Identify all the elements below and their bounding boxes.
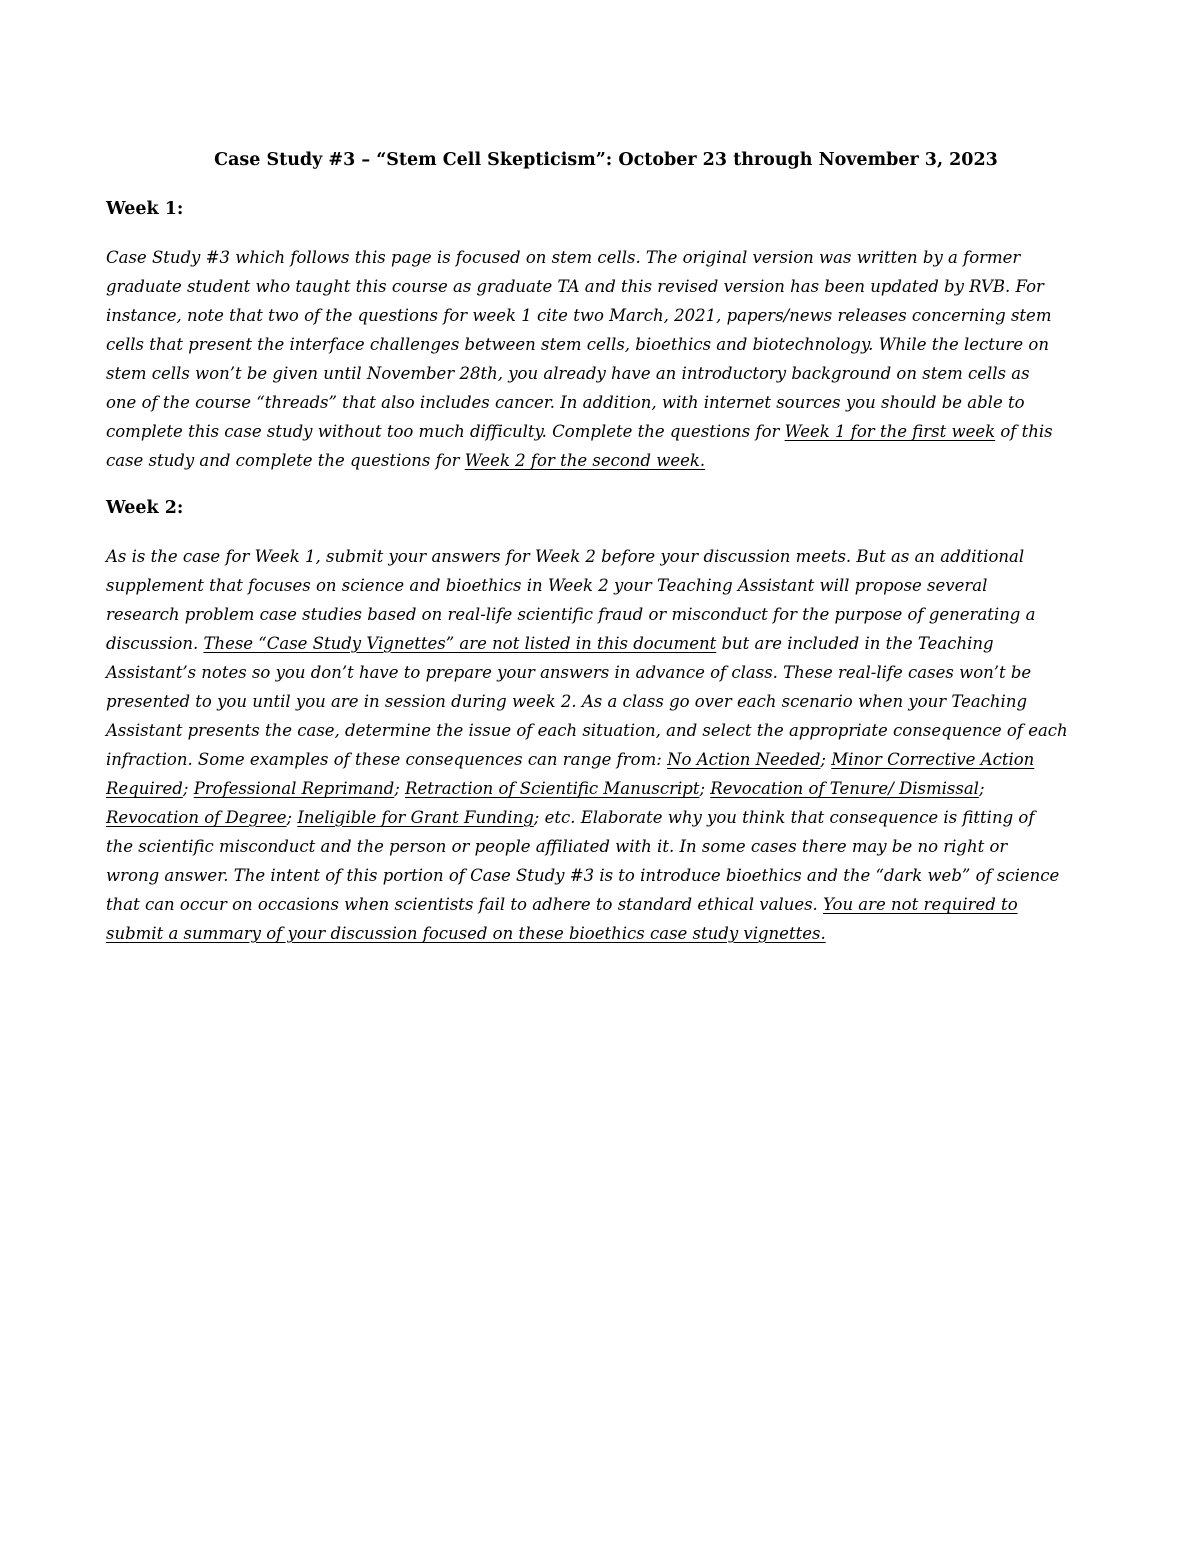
text-segment: Assistant’s notes so you don’t have to prepare your answers in advance of class. These real-life cases won’t be bbox=[106, 663, 1032, 682]
week-2-paragraph bbox=[106, 542, 1106, 948]
text-segment: instance, note that two of the questions for week 1 cite two March, 2021, papers/news releases concerning stem bbox=[106, 306, 1052, 325]
text-segment: discussion. bbox=[106, 634, 204, 653]
paragraph-line bbox=[106, 330, 1106, 359]
text-segment: one of the course “threads” that also includes cancer. In addition, with internet sources you should be able to bbox=[106, 393, 1025, 412]
paragraph-line bbox=[106, 861, 1106, 890]
week-2-heading: Week 2: bbox=[106, 498, 184, 518]
text-segment: ; bbox=[699, 779, 711, 798]
document-title: Case Study #3 – “Stem Cell Skepticism”: October 23 through November 3, 2023 bbox=[214, 150, 998, 170]
paragraph-line bbox=[106, 658, 1106, 687]
underlined-text: Week 2 for the second week. bbox=[464, 451, 706, 470]
text-segment: ; bbox=[394, 779, 406, 798]
text-segment: complete this case study without too much difficulty. Complete the questions for bbox=[106, 422, 785, 441]
paragraph-line bbox=[106, 919, 1106, 948]
paragraph-line bbox=[106, 417, 1106, 446]
paragraph-line bbox=[106, 571, 1106, 600]
week-1-paragraph bbox=[106, 243, 1106, 475]
underlined-text: Retraction of Scientific Manuscript bbox=[405, 779, 700, 798]
paragraph-line bbox=[106, 716, 1106, 745]
text-segment: stem cells won’t be given until November 28th, you already have an introductory background on stem cells as bbox=[106, 364, 1030, 383]
paragraph-line bbox=[106, 803, 1106, 832]
paragraph-line bbox=[106, 542, 1106, 571]
text-segment: case study and complete the questions for bbox=[106, 451, 465, 470]
paragraph-line bbox=[106, 832, 1106, 861]
text-segment: graduate student who taught this course as graduate TA and this revised version has been updated by RVB. For bbox=[106, 277, 1044, 296]
text-segment: the scientific misconduct and the person or people affiliated with it. In some cases there may be no right or bbox=[106, 837, 1008, 856]
text-segment: As is the case for Week 1, submit your answers for Week 2 before your discussion meets. But as an additional bbox=[106, 547, 1025, 566]
paragraph-line bbox=[106, 629, 1106, 658]
paragraph-line bbox=[106, 359, 1106, 388]
paragraph-line bbox=[106, 388, 1106, 417]
text-segment: research problem case studies based on real-life scientific fraud or misconduct for the purpose of generating a bbox=[106, 605, 1036, 624]
text-segment: infraction. Some examples of these consequences can range from: bbox=[106, 750, 668, 769]
underlined-text: Minor Corrective Action bbox=[831, 750, 1035, 769]
underlined-text: Revocation of Tenure/ Dismissal bbox=[710, 779, 979, 798]
text-segment: of this bbox=[995, 422, 1053, 441]
text-segment: ; bbox=[820, 750, 832, 769]
text-segment: wrong answer. The intent of this portion of Case Study #3 is to introduce bioethics and the “dark web” of science bbox=[106, 866, 1060, 885]
text-segment: that can occur on occasions when scientists fail to adhere to standard ethical values. bbox=[106, 895, 824, 914]
underlined-text: submit a summary of your discussion focused on these bioethics case study vignettes. bbox=[106, 924, 826, 943]
paragraph-line bbox=[106, 890, 1106, 919]
underlined-text: No Action Needed bbox=[667, 750, 821, 769]
text-segment: but are included in the Teaching bbox=[716, 634, 994, 653]
text-segment: Assistant presents the case, determine the issue of each situation, and select the appropriate consequence of each bbox=[106, 721, 1068, 740]
underlined-text: You are not required to bbox=[823, 895, 1018, 914]
text-segment: ; bbox=[182, 779, 194, 798]
week-1-heading: Week 1: bbox=[106, 199, 184, 219]
paragraph-line bbox=[106, 600, 1106, 629]
paragraph-line bbox=[106, 774, 1106, 803]
text-segment: supplement that focuses on science and bioethics in Week 2 your Teaching Assistant will propose several bbox=[106, 576, 988, 595]
paragraph-line bbox=[106, 745, 1106, 774]
paragraph-line bbox=[106, 272, 1106, 301]
text-segment: cells that present the interface challenges between stem cells, bioethics and biotechnology. While the lecture on bbox=[106, 335, 1049, 354]
text-segment: Case Study #3 which follows this page is focused on stem cells. The original version was written by a former bbox=[106, 248, 1021, 267]
text-segment: presented to you until you are in session during week 2. As a class go over each scenario when your Teaching bbox=[106, 692, 1028, 711]
text-segment: ; bbox=[286, 808, 298, 827]
paragraph-line bbox=[106, 687, 1106, 716]
paragraph-line bbox=[106, 301, 1106, 330]
underlined-text: Week 1 for the first week bbox=[784, 422, 996, 441]
paragraph-line bbox=[106, 243, 1106, 272]
underlined-text: Professional Reprimand bbox=[193, 779, 395, 798]
underlined-text: Required bbox=[106, 779, 183, 798]
underlined-text: These “Case Study Vignettes” are not listed in this document bbox=[203, 634, 717, 653]
text-segment: ; bbox=[978, 779, 985, 798]
underlined-text: Revocation of Degree bbox=[106, 808, 287, 827]
underlined-text: Ineligible for Grant Funding bbox=[297, 808, 534, 827]
paragraph-line bbox=[106, 446, 1106, 475]
text-segment: ; etc. Elaborate why you think that consequence is fitting of bbox=[533, 808, 1035, 827]
